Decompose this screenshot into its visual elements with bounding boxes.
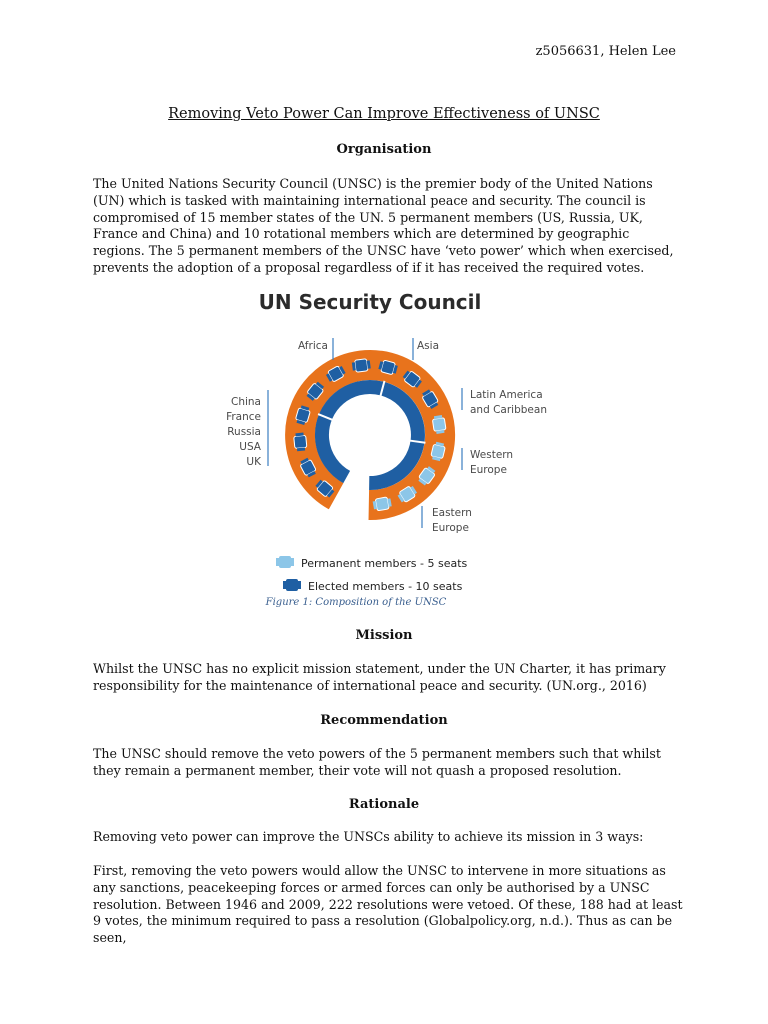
legend-elected: Elected members - 10 seats xyxy=(308,580,463,593)
paragraph-rationale: First, removing the veto powers would allow the UNSC to intervene in more situations as any sanctions, peacekeeping forces or armed forces can only be authorised by a UNSC resolution. Between 1946 and 2009, 222 resolutions were vetoed. Of these, 188 had at least 9 votes, the minimum required to pass a resolution (Globalpolicy.org, n.d.). Thus as can be seen, xyxy=(93,863,683,946)
label-eeur-1: Eastern xyxy=(432,507,472,519)
paragraph-mission: Whilst the UNSC has no explicit mission statement, under the UN Charter, it has primary responsibility for the maintenance of international peace and security. (UN.org., 2016) xyxy=(93,661,666,693)
label-weur-1: Western xyxy=(470,449,514,461)
legend-permanent-icon xyxy=(276,556,294,568)
heading-rationale: Rationale xyxy=(348,797,420,812)
label-uk: UK xyxy=(246,456,261,468)
heading-mission: Mission xyxy=(355,628,413,643)
label-russia: Russia xyxy=(227,426,261,438)
author-header: z5056631, Helen Lee xyxy=(535,44,676,59)
label-usa: USA xyxy=(239,441,261,453)
figure-caption: Figure 1: Composition of the UNSC xyxy=(265,597,447,608)
chart-title: UN Security Council xyxy=(258,290,482,314)
legend xyxy=(276,556,468,593)
unsc-chart xyxy=(0,280,768,596)
unsc-figure xyxy=(0,280,768,600)
legend-permanent: Permanent members - 5 seats xyxy=(301,557,468,570)
heading-organisation: Organisation xyxy=(336,142,432,157)
paragraph-recommendation: The UNSC should remove the veto powers of the 5 permanent members such that whilst they remain a permanent member, their vote will not quash a proposed resolution. xyxy=(93,746,661,778)
label-africa: Africa xyxy=(298,340,328,352)
label-weur-2: Europe xyxy=(470,464,507,476)
label-latam-1: Latin America xyxy=(470,389,543,401)
document-title: Removing Veto Power Can Improve Effectiveness of UNSC xyxy=(168,106,600,122)
label-latam-2: and Caribbean xyxy=(470,404,547,416)
heading-recommendation: Recommendation xyxy=(320,713,448,728)
inner-ring xyxy=(322,387,418,483)
paragraph-organisation: The United Nations Security Council (UNSC) is the premier body of the United Nations (UN) which is tasked with maintaining international peace and security. The council is compromised of 15 member states of the UN. 5 permanent members (US, Russia, UK, France and China) and 10 rotational members which are determined by geographic regions. The 5 permanent members of the UNSC have ‘veto power’ which when exercised, prevents the adoption of a proposal regardless of if it has received the required votes. xyxy=(93,176,674,275)
label-asia: Asia xyxy=(417,340,440,352)
label-china: China xyxy=(231,396,261,408)
label-eeur-2: Europe xyxy=(432,522,469,534)
legend-elected-icon xyxy=(283,579,301,591)
paragraph-rationale-intro: Removing veto power can improve the UNSCs ability to achieve its mission in 3 ways: xyxy=(93,829,644,844)
label-france: France xyxy=(226,411,261,423)
